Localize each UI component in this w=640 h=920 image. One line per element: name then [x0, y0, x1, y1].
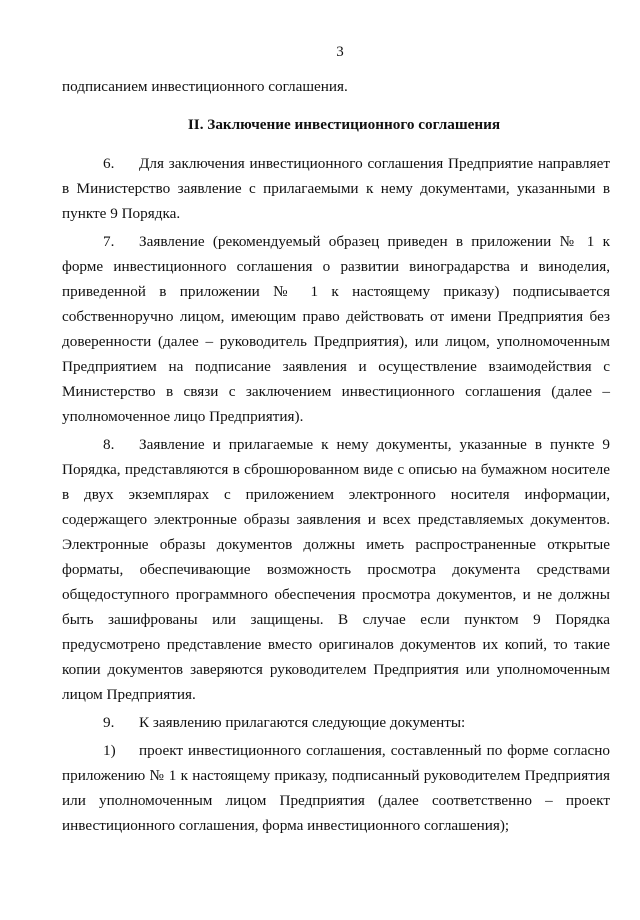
- paragraph-6: [62, 151, 610, 226]
- paragraph-8: [62, 432, 610, 707]
- paragraph-number: 7.: [103, 233, 115, 250]
- continuation-line: подписанием инвестиционного соглашения.: [62, 78, 348, 95]
- paragraph-number: 9.: [103, 714, 115, 731]
- paragraph-9: [62, 710, 610, 735]
- paragraph-7: [62, 229, 610, 429]
- section-heading: II. Заключение инвестиционного соглашения: [187, 116, 501, 133]
- paragraph-text: Заявление (рекомендуемый образец приведен в приложении № 1 к форме инвестиционного соглашения о развитии виноградарства и виноделия, приведенной в приложении № 1 к настоящему приказу) подписывается собственноручно лицом, имеющим право действовать от имени Предприятия без доверенности (далее – руководитель Предприятия), или лицом, уполномоченным Предприятием на подписание заявления и осуществление взаимодействия с Министерство в связи с заключением инвестиционного соглашения (далее – уполномоченное лицо Предприятия).: [62, 233, 610, 425]
- paragraph-text: Для заключения инвестиционного соглашения Предприятие направляет в Министерство заявление с прилагаемыми к нему документами, указанными в пункте 9 Порядка.: [62, 155, 610, 222]
- subitem-text: проект инвестиционного соглашения, составленный по форме согласно приложению № 1 к настоящему приказу, подписанный руководителем Предприятия или уполномоченным лицом Предприятия (далее соответственно – проект инвестиционного соглашения, форма инвестиционного соглашения);: [62, 742, 610, 834]
- document-body: [62, 74, 610, 838]
- paragraph-number: 6.: [103, 155, 115, 172]
- paragraph-number: 8.: [103, 436, 115, 453]
- paragraph-text: К заявлению прилагаются следующие документы:: [139, 714, 466, 731]
- page-number: 3: [336, 44, 344, 60]
- subitem-1: [62, 738, 610, 838]
- paragraph-text: Заявление и прилагаемые к нему документы, указанные в пункте 9 Порядка, представляются в сброшюрованном виде с описью на бумажном носителе в двух экземплярах с приложением электронного носителя информации, содержащего электронные образы заявления и всех представляемых документов. Электронные образы документов должны иметь распространенные открытые форматы, обеспечивающие возможность просмотра документа средствами общедоступного программного обеспечения просмотра документов, и не должны быть зашифрованы или защищены. В случае если пунктом 9 Порядка предусмотрено представление вместо оригиналов документов их копий, то такие копии документов заверяются руководителем Предприятия или уполномоченным лицом Предприятия.: [62, 436, 610, 703]
- subitem-number: 1): [103, 742, 116, 759]
